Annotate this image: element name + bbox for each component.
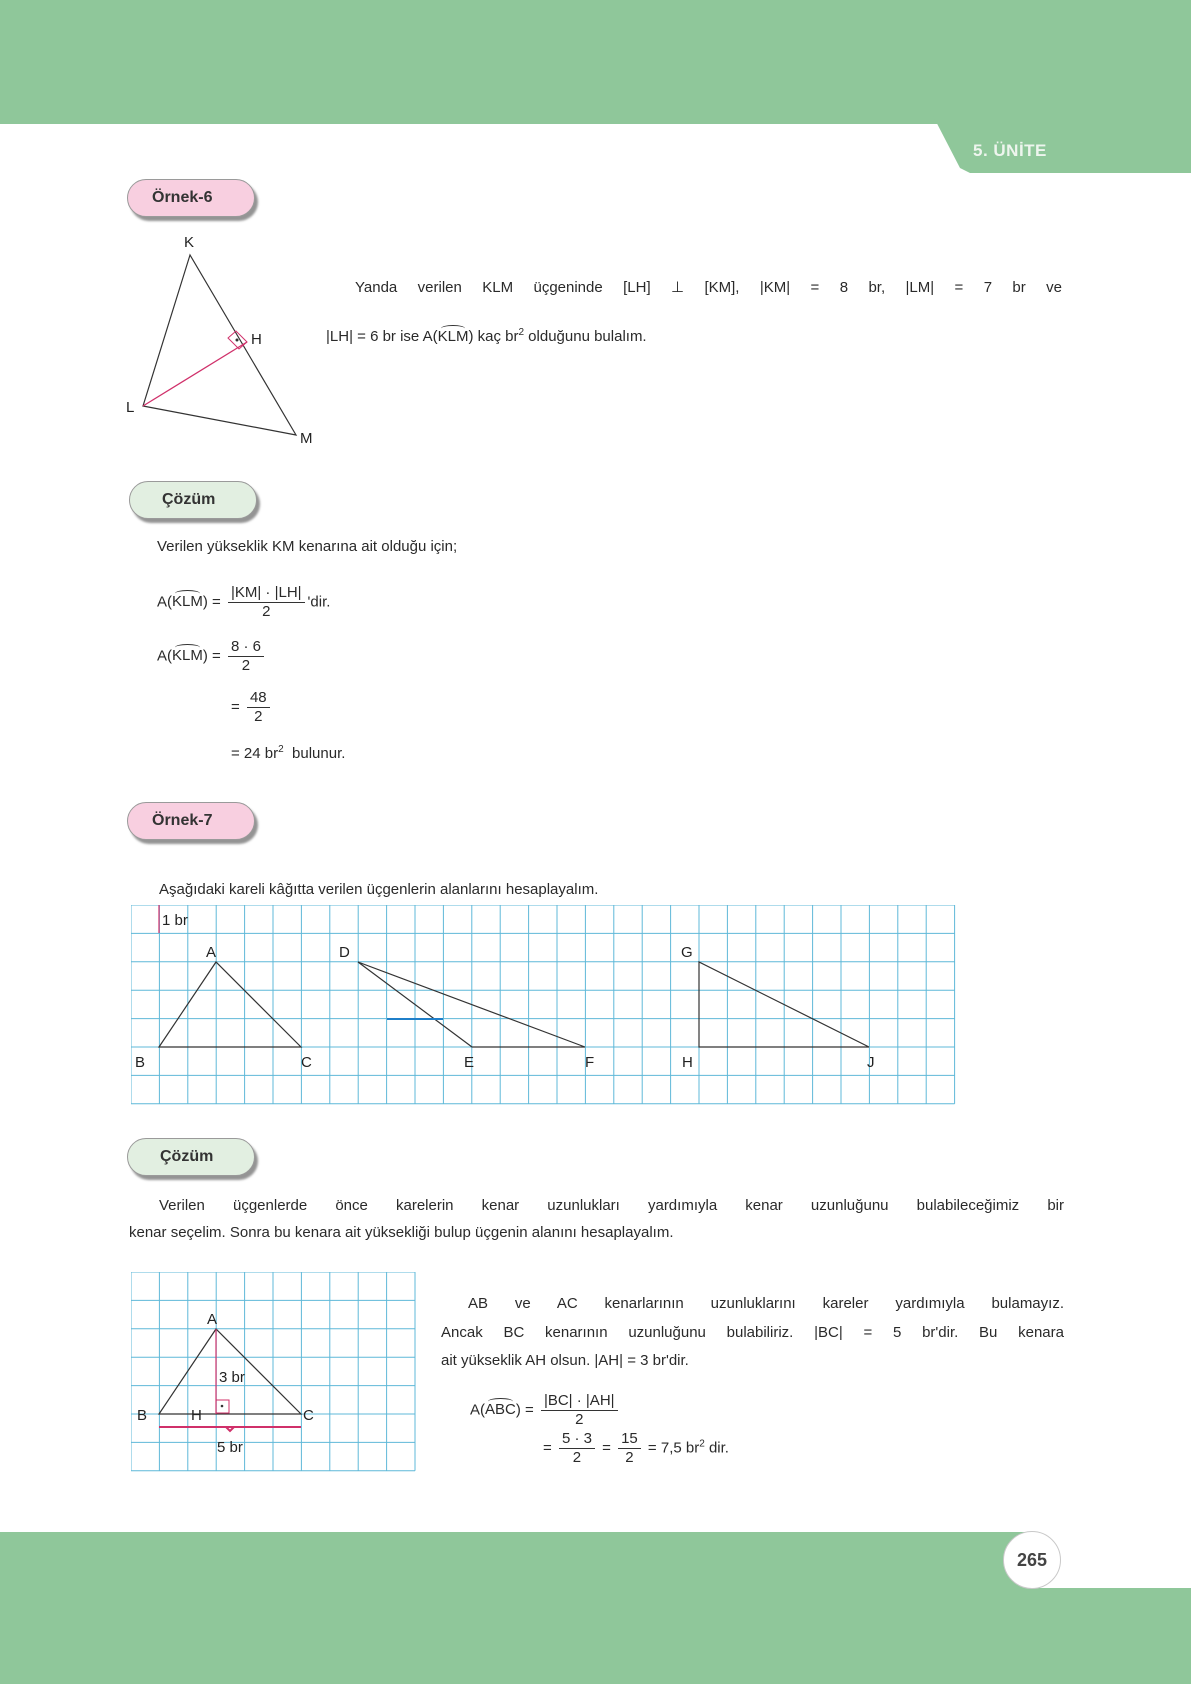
grid-paper-solution	[131, 1272, 417, 1473]
solution-7-right-line3: ait yükseklik AH olsun. |AH| = 3 br'dir.	[441, 1352, 689, 1369]
label-a: A	[207, 1311, 218, 1328]
label-f: F	[585, 1054, 595, 1071]
solution-6-eq2	[157, 638, 267, 675]
solution-7-badge: Çözüm	[127, 1138, 255, 1176]
label-h: H	[682, 1054, 693, 1071]
solution-7-eq1	[470, 1392, 621, 1429]
top-band	[0, 0, 1191, 124]
fraction	[559, 1430, 595, 1467]
solution-7-right-line1	[468, 1294, 1064, 1314]
fraction	[247, 689, 270, 726]
text: =	[231, 698, 240, 716]
triangle-klm-figure	[110, 225, 330, 455]
text: =	[543, 1439, 552, 1457]
superscript: 2	[518, 327, 525, 338]
denominator: 2	[262, 603, 271, 620]
label-a: A	[206, 944, 217, 961]
text: bulunur.	[283, 745, 346, 762]
label-h: H	[251, 331, 262, 348]
fraction	[618, 1430, 641, 1467]
text: A(	[470, 1401, 485, 1419]
unit-tab	[930, 110, 1191, 173]
denominator: 2	[241, 657, 251, 674]
label-d: D	[339, 944, 350, 961]
example-6-text-line2	[326, 323, 647, 347]
numerator: 15	[618, 1430, 641, 1449]
text: AB ve AC kenarlarının uzunluklarını kareler yardımıyla bulamayız.	[468, 1295, 1064, 1312]
label-c: C	[301, 1054, 312, 1071]
solution-6-eq4	[231, 740, 345, 764]
superscript: 2	[699, 1438, 705, 1450]
grid-paper-example-7	[131, 905, 957, 1106]
denominator: 2	[254, 708, 263, 725]
text: = 24 br	[231, 745, 279, 762]
height-label: 3 br	[219, 1369, 245, 1386]
solution-6-intro: Verilen yükseklik KM kenarına ait olduğu için;	[157, 538, 458, 555]
numerator: |BC| · |AH|	[541, 1392, 618, 1411]
example-6-badge: Örnek-6	[127, 179, 255, 217]
denominator: 2	[625, 1449, 634, 1466]
solution-7-right-line2	[441, 1323, 1064, 1343]
example-7-text: Aşağıdaki kareli kâğıtta verilen üçgenlerin alanlarını hesaplayalım.	[159, 881, 599, 898]
solution-7-para-line1: Verilen üçgenlerde önce karelerin kenar uzunlukları yardımıyla kenar uzunluğunu bulabileceğimiz bir	[159, 1197, 1064, 1214]
label-j: J	[867, 1054, 875, 1071]
example-7-badge: Örnek-7	[127, 802, 255, 840]
numerator: 5 · 3	[559, 1430, 595, 1449]
triangle-klm	[143, 255, 296, 435]
right-angle-dot	[221, 1405, 224, 1408]
denominator: 2	[572, 1449, 582, 1466]
text: ) kaç br	[468, 328, 519, 345]
solution-7-eq2	[543, 1430, 729, 1467]
numerator: 8 · 6	[228, 638, 264, 657]
label-b: B	[135, 1054, 146, 1071]
altitude-lh	[143, 342, 247, 406]
label-k: K	[184, 234, 195, 251]
solution-6-eq1	[157, 584, 330, 621]
label-b: B	[137, 1407, 148, 1424]
grid-lines	[131, 1272, 415, 1471]
label-e: E	[464, 1054, 475, 1071]
numerator: |KM| · |LH|	[228, 584, 305, 603]
base-label: 5 br	[217, 1439, 243, 1456]
example-6-text-line1: Yanda verilen KLM üçgeninde [LH] ⊥ [KM], |KM| = 8 br, |LM| = 7 br ve	[355, 279, 1062, 296]
base-brace	[159, 1427, 301, 1431]
text: A(	[157, 593, 172, 611]
solution-6-eq3	[231, 689, 273, 726]
text: 'dir.	[307, 593, 331, 611]
label-g: G	[681, 944, 693, 961]
text: =	[602, 1439, 611, 1457]
numerator: 48	[247, 689, 270, 708]
unit-title: 5. ÜNİTE	[973, 141, 1047, 160]
hat-klm: KLM	[172, 647, 203, 665]
hat-abc: ABC	[485, 1401, 516, 1419]
text: ) =	[202, 647, 221, 665]
page-number: 265	[1003, 1531, 1061, 1589]
bottom-band	[0, 1532, 1040, 1684]
hat-klm: KLM	[437, 328, 469, 345]
label-l: L	[126, 399, 135, 416]
label-m: M	[300, 430, 313, 447]
superscript: 2	[278, 744, 284, 755]
denominator: 2	[575, 1411, 584, 1428]
text: dir.	[704, 1439, 729, 1457]
triangle-abc	[159, 962, 301, 1047]
bottom-band-right	[1030, 1588, 1191, 1684]
text: ) =	[202, 593, 221, 611]
fraction	[541, 1392, 618, 1429]
label-c: C	[303, 1407, 314, 1424]
text: Ancak BC kenarının uzunluğunu bulabiliriz. |BC| = 5 br'dir. Bu kenara	[441, 1324, 1064, 1341]
grid-lines	[131, 905, 955, 1104]
text: |LH| = 6 br ise A(	[326, 328, 438, 345]
text: = 7,5 br	[647, 1439, 700, 1457]
text: ) =	[515, 1401, 534, 1419]
text: A(	[157, 647, 172, 665]
unit-label: 1 br	[162, 912, 188, 929]
solution-6-badge: Çözüm	[129, 481, 257, 519]
right-angle-dot	[236, 339, 239, 342]
solution-7-para-line2: kenar seçelim. Sonra bu kenara ait yüksekliği bulup üçgenin alanını hesaplayalım.	[129, 1224, 674, 1241]
hat-klm: KLM	[172, 593, 203, 611]
fraction	[228, 638, 264, 675]
fraction	[228, 584, 305, 621]
text: olduğunu bulalım.	[524, 328, 647, 345]
label-h: H	[191, 1407, 202, 1424]
